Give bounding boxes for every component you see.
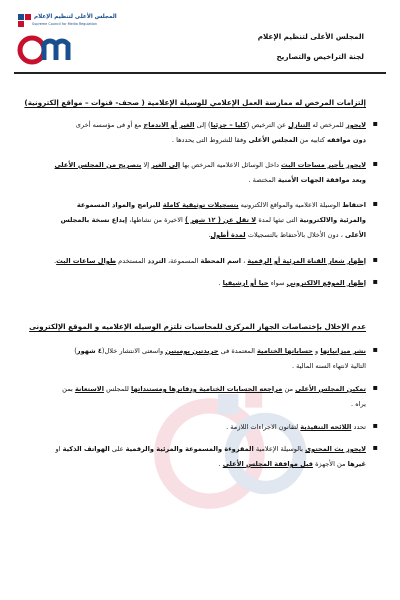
section1-item-4: ▪ إظهار شعار القناة المرئية أو الرقمية ، اسم المحطة المسموعة، التردد المستخدم طوال ساعات البث.	[54, 255, 378, 265]
section1-item-5: ▪ إظهار الموقع الالكتروني سواء حيا أو ارشيفيا .	[218, 277, 378, 287]
section2-title: عدم الإخلال بإختصاصات الجهاز المركزى للمحاسبات تلتزم الوسيله الإعلاميه و الموقع الإلكترونى	[29, 322, 366, 331]
section1-item-2: ▪ لايجوز تأجير مساحات البث داخل الوسائل الاعلاميه المرخص بها إلى الغير إلا بتصريح من المجلس الأعلى وبعد موافقة الجهات الأمنية المختصة .	[54, 159, 378, 184]
section2-item-3: ▪ تحدد اللائحه التنفيذية لتقانون الاجراءات اللازمة .	[226, 421, 378, 431]
section2-item-1-line-2: التالية لانتهاء السنه المالية .	[291, 362, 366, 370]
section2-item-2-line-2: يراه .	[351, 400, 366, 408]
section1-title: إلتزامات المرخص له ممارسة العمل الإعلامي للوسيلة الإعلامية ( صحف- قنوات – مواقع إلكترونية)	[24, 98, 366, 107]
committee-name: لجنة التراخيص والتصاريح	[276, 52, 364, 61]
bullet-icon: ▪	[372, 159, 378, 168]
bullet-icon: ▪	[372, 277, 378, 286]
section2-item-2: ▪ تمكين المجلس الأعلى من مراجعه الحسابات الختامية ودفاترها ومستنداتها للمجلس الاستعانة بمن يراه .	[30, 382, 366, 412]
section2-item-1: ▪ نشر ميزانياتها و حساباتها الختامية المعتمدة فى جريدتين يوميتين واسعتى الانتشار خلال(٤ شهور) التالية لانتهاء السنه المالية .	[30, 344, 366, 374]
logo-text-arabic: المجلس الأعلى لتنظيم الإعلام	[34, 14, 117, 20]
bullet-icon: ▪	[372, 421, 378, 430]
bullet-icon: ▪	[372, 443, 378, 452]
bullet-icon: ▪	[372, 345, 378, 354]
section1-item-3: ▪ احتفاظ الوسيلة الاعلاميه والمواقع الالكترونيه بتسجيلات توثيقية كاملة للبرامج والمواد المسموعة والمرئية والالكترونية التى تبثها لمدة لا تقل عن ( ١٢ شهر ) الاخيرة من نشاطها، إيداع نسخة بالمجلس الأعلى ، دون الأخلال بالأحتفاظ بالتسجيلات لمدة أطول.	[60, 199, 378, 239]
bullet-icon: ▪	[372, 199, 378, 208]
section1-item-1: ▪ لايجوز للمرخص له التنازل عن الترخيص (كليا – جزئيا) إلى الغير أو الاندماج مع أو فى مؤسسه أخرى دون موافقه كتابيه من المجلس الأعلى وفقا للشروط التى يحددها .	[75, 119, 378, 144]
logo-text-english: Supreme Council for Media Regulation	[32, 22, 97, 26]
section2-item-4: ▪ لايجوز بث المحتوى بالوسيلة الإعلامية المقروءة والمسموعة والمرئية والرقمية على الهواتف الذكية او غيرها من الأجهزة قبل موافقة المجلس الأعلى .	[55, 443, 378, 468]
bullet-icon: ▪	[372, 255, 378, 264]
organization-name: المجلس الأعلى لتنظيم الإعلام	[257, 32, 364, 41]
header-divider	[14, 72, 386, 74]
bullet-icon: ▪	[372, 383, 378, 392]
bullet-icon: ▪	[372, 119, 378, 128]
